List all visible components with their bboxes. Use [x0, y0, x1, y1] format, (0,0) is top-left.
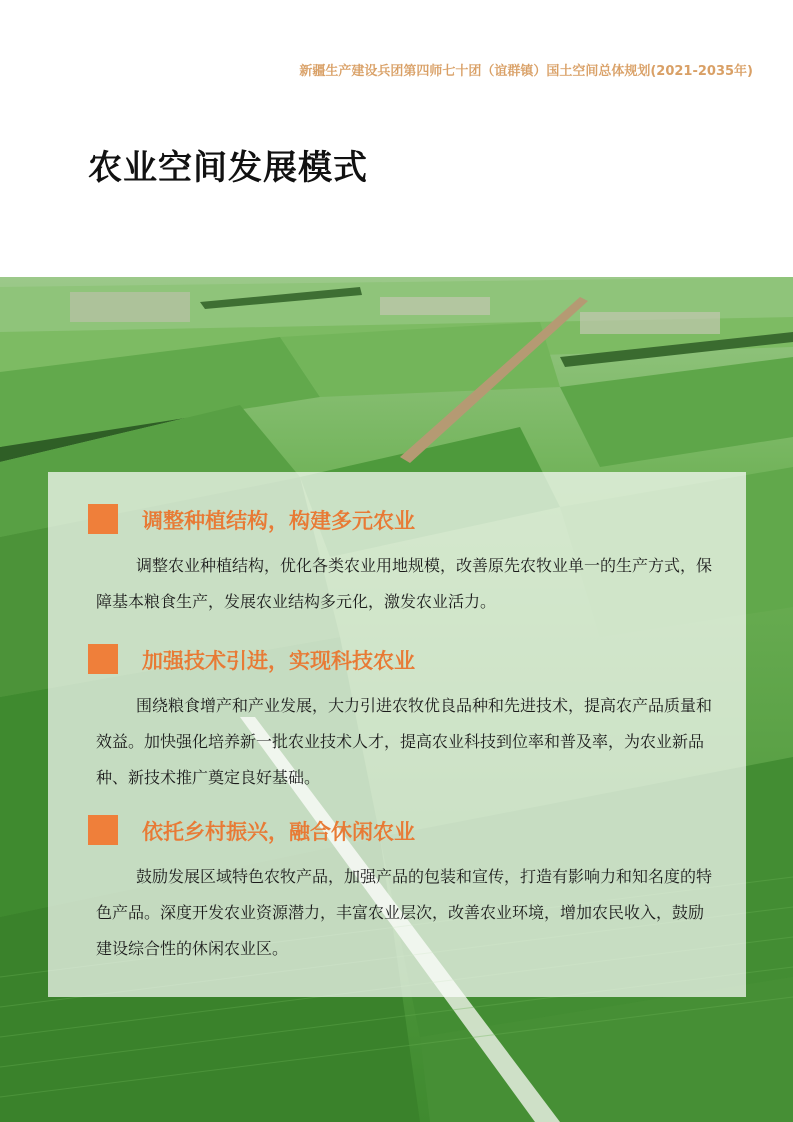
orange-square-marker-icon	[88, 644, 118, 674]
section-body: 调整农业种植结构，优化各类农业用地规模，改善原先农牧业单一的生产方式，保障基本粮食生产，发展农业结构多元化，激发农业活力。	[96, 556, 713, 611]
section-title: 依托乡村振兴，融合休闲农业	[142, 820, 415, 844]
section-body: 围绕粮食增产和产业发展，大力引进农牧优良品种和先进技术，提高农产品质量和效益。加快强化培养新一批农业技术人才，提高农业科技到位率和普及率，为农业新品种、新技术推广奠定良好基础。	[96, 696, 713, 787]
orange-square-marker-icon	[88, 815, 118, 845]
document-header-title: 新疆生产建设兵团第四师七十团（谊群镇）国土空间总体规划(2021-2035年)	[299, 64, 753, 79]
content-panel	[48, 472, 746, 997]
section-heading	[48, 504, 746, 536]
section-title: 加强技术引进，实现科技农业	[142, 649, 415, 673]
section-technology	[48, 644, 746, 787]
section-title: 调整种植结构，构建多元农业	[142, 509, 415, 533]
section-heading	[48, 644, 746, 676]
section-body: 鼓励发展区域特色农牧产品，加强产品的包装和宣传，打造有影响力和知名度的特色产品。深度开发农业资源潜力，丰富农业层次，改善农业环境，增加农民收入，鼓励建设综合性的休闲农业区。	[96, 867, 713, 958]
page-title: 农业空间发展模式	[88, 148, 368, 188]
section-crop-structure	[48, 504, 746, 611]
orange-square-marker-icon	[88, 504, 118, 534]
section-heading	[48, 815, 746, 847]
section-rural-leisure	[48, 815, 746, 958]
